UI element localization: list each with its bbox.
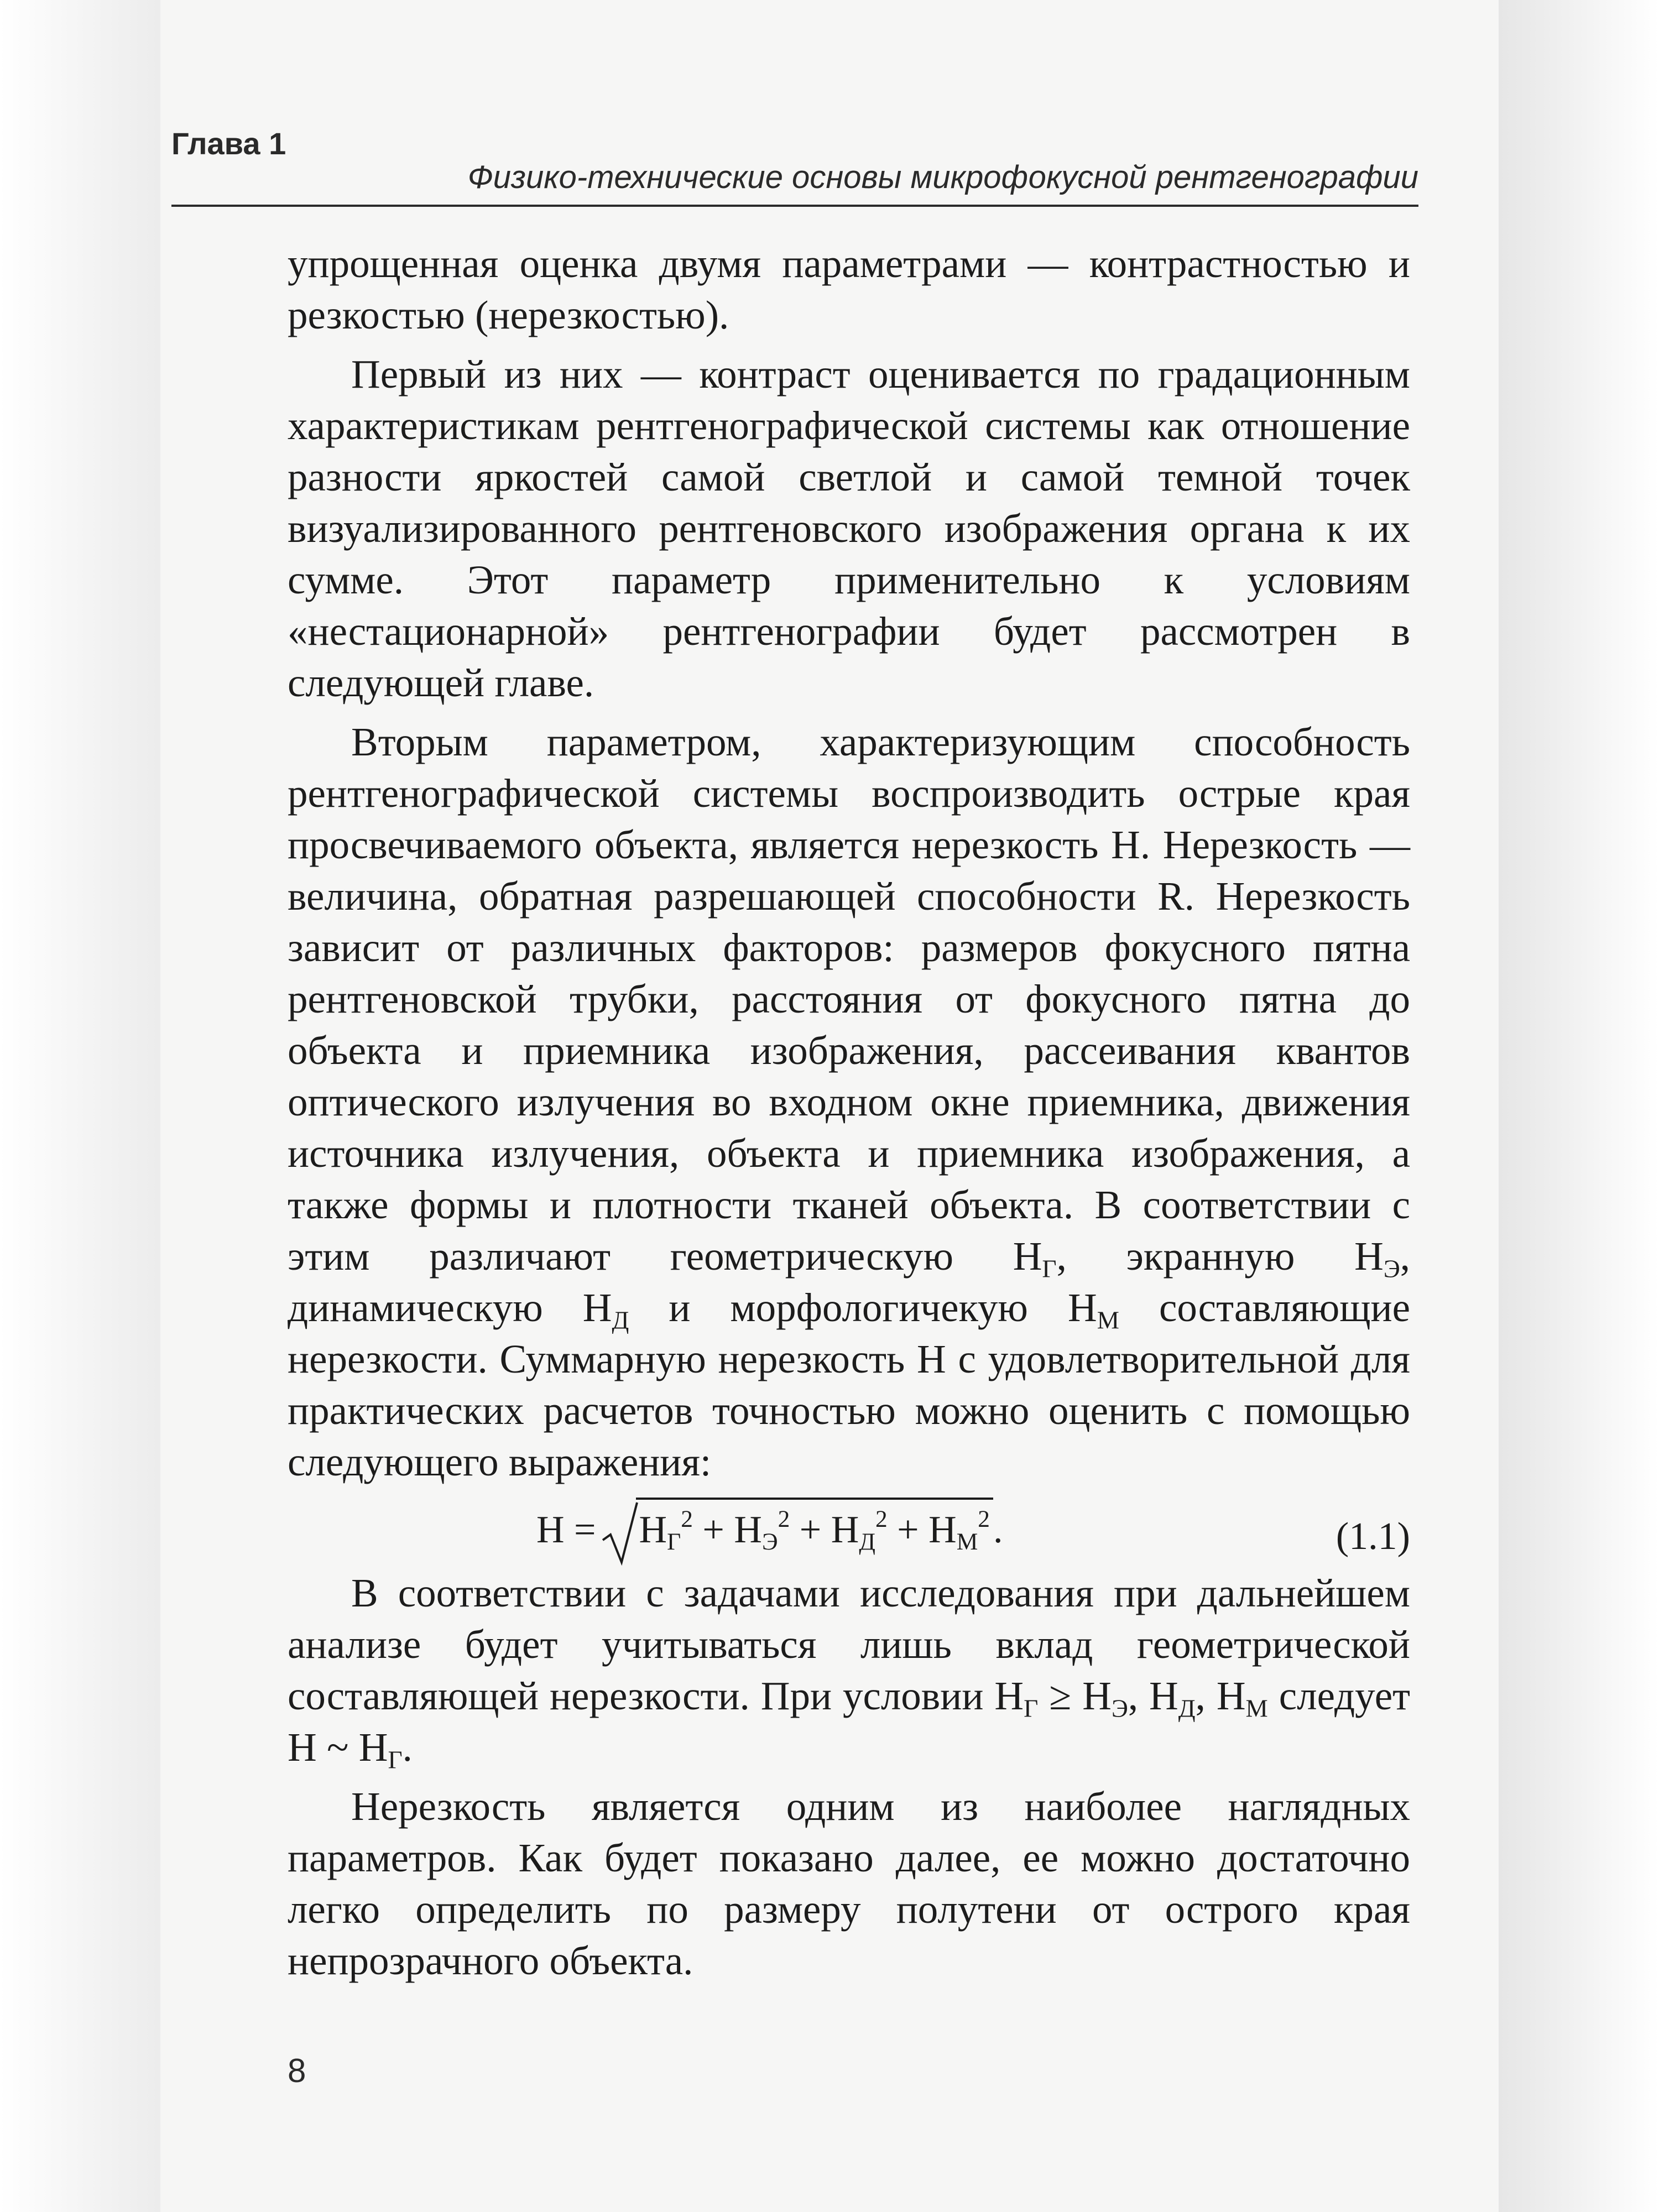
page-header: [171, 124, 1418, 213]
paragraph-4-text: В соответствии с задачами исследования при дальнейшем анализе будет учитываться лишь вклад геометрической составляющей нерезкости. При условии Н: [288, 1571, 1410, 1718]
paragraph-4-text-6: .: [402, 1725, 413, 1770]
chapter-label: Глава 1: [171, 126, 286, 161]
p4-sub-e: Э: [1111, 1694, 1128, 1723]
paragraph-4-text-4: , Н: [1195, 1673, 1246, 1718]
term-e: Н: [734, 1509, 762, 1551]
paragraph-3-text: Вторым параметром, характеризующим способность рентгенографической системы воспроизводить острые края просвечиваемого объекта, является нерезкость Н. Нерезкость — величина, обратная разрешающей способности R. Нерезкость зависит от различных факторов: размеров фокусного пятна рентгеновской трубки, расстояния от фокусного пятна до объекта и приемника изображения, рассеивания квантов оптического излучения во входном окне приемника, движения источника излучения, объекта и приемника изображения, а также формы и плотности тканей объекта. В соответствии с этим различают геометрическую Н: [288, 719, 1410, 1279]
paragraph-3-text-4: и морфологичекую Н: [629, 1285, 1097, 1330]
scan-right-margin: [1499, 0, 1659, 2212]
term-d-sub: Д: [859, 1528, 875, 1556]
plus-2: +: [790, 1509, 831, 1551]
plus-3: +: [887, 1509, 929, 1551]
p4-sub-g2: Г: [388, 1746, 403, 1774]
term-g: Н: [639, 1509, 667, 1551]
subscript-m: М: [1097, 1306, 1119, 1334]
formula-expression: [536, 1498, 1003, 1567]
term-g-power: 2: [681, 1505, 693, 1532]
term-e-sub: Э: [761, 1528, 778, 1556]
formula-1-1: [288, 1495, 1410, 1567]
p4-sub-g: Г: [1024, 1694, 1039, 1723]
subscript-e: Э: [1383, 1255, 1400, 1283]
term-e-power: 2: [778, 1505, 790, 1532]
formula-end: .: [993, 1509, 1003, 1551]
header-rule: [171, 205, 1418, 207]
paragraph-1: упрощенная оценка двумя параметрами — контрастностью и резкостью (нерезкостью).: [288, 241, 1410, 337]
term-m-sub: М: [956, 1528, 978, 1556]
term-g-sub: Г: [667, 1528, 681, 1556]
term-d: Н: [831, 1509, 859, 1551]
running-title: Физико-технические основы микрофокусной рентгенографии: [467, 159, 1418, 195]
paragraph-3-text-2: , экранную Н: [1056, 1234, 1384, 1279]
subscript-d: Д: [612, 1306, 629, 1334]
term-d-power: 2: [875, 1505, 888, 1532]
paragraph-4-text-3: , Н: [1128, 1673, 1178, 1718]
paragraph-4-text-2: ≥ Н: [1038, 1673, 1112, 1718]
p4-sub-m: М: [1245, 1694, 1268, 1723]
square-root-icon: [601, 1500, 639, 1567]
scan-left-margin: [0, 0, 160, 2212]
paragraph-4-text-5: следует Н ~ Н: [288, 1673, 1410, 1770]
plus-1: +: [692, 1509, 734, 1551]
paragraph-3-text-5: составляющие нерезкости. Суммарную нерезкость Н с удовлетворительной для практических расчетов точностью можно оценить с помощью следующего выражения:: [288, 1285, 1410, 1484]
paragraph-2: Первый из них — контраст оценивается по градационным характеристикам рентгенографической системы как отношение разности яркостей самой светлой и самой темной точек визуализированного рентгеновского изображения органа к их сумме. Этот параметр применительно к условиям «нестационарной» рентгенографии будет рассмотрен в следующей главе.: [288, 352, 1410, 705]
page-number: 8: [288, 2052, 306, 2089]
paragraph-3: [288, 716, 1410, 1488]
equation-number: (1.1): [1335, 1515, 1410, 1558]
term-m: Н: [928, 1509, 957, 1551]
paragraph-4: [288, 1567, 1410, 1773]
paragraph-5: Нерезкость является одним из наиболее наглядных параметров. Как будет показано далее, ее можно достаточно легко определить по размеру полутени от острого края непрозрачного объекта.: [288, 1784, 1410, 1983]
term-m-power: 2: [978, 1505, 990, 1532]
body-text: [288, 238, 1410, 1994]
paragraph-3-text-3: , динамическую Н: [288, 1234, 1410, 1330]
p4-sub-d: Д: [1178, 1694, 1196, 1723]
subscript-g: Г: [1042, 1255, 1057, 1283]
radicand: [636, 1498, 993, 1555]
formula-lhs: Н =: [536, 1509, 596, 1551]
